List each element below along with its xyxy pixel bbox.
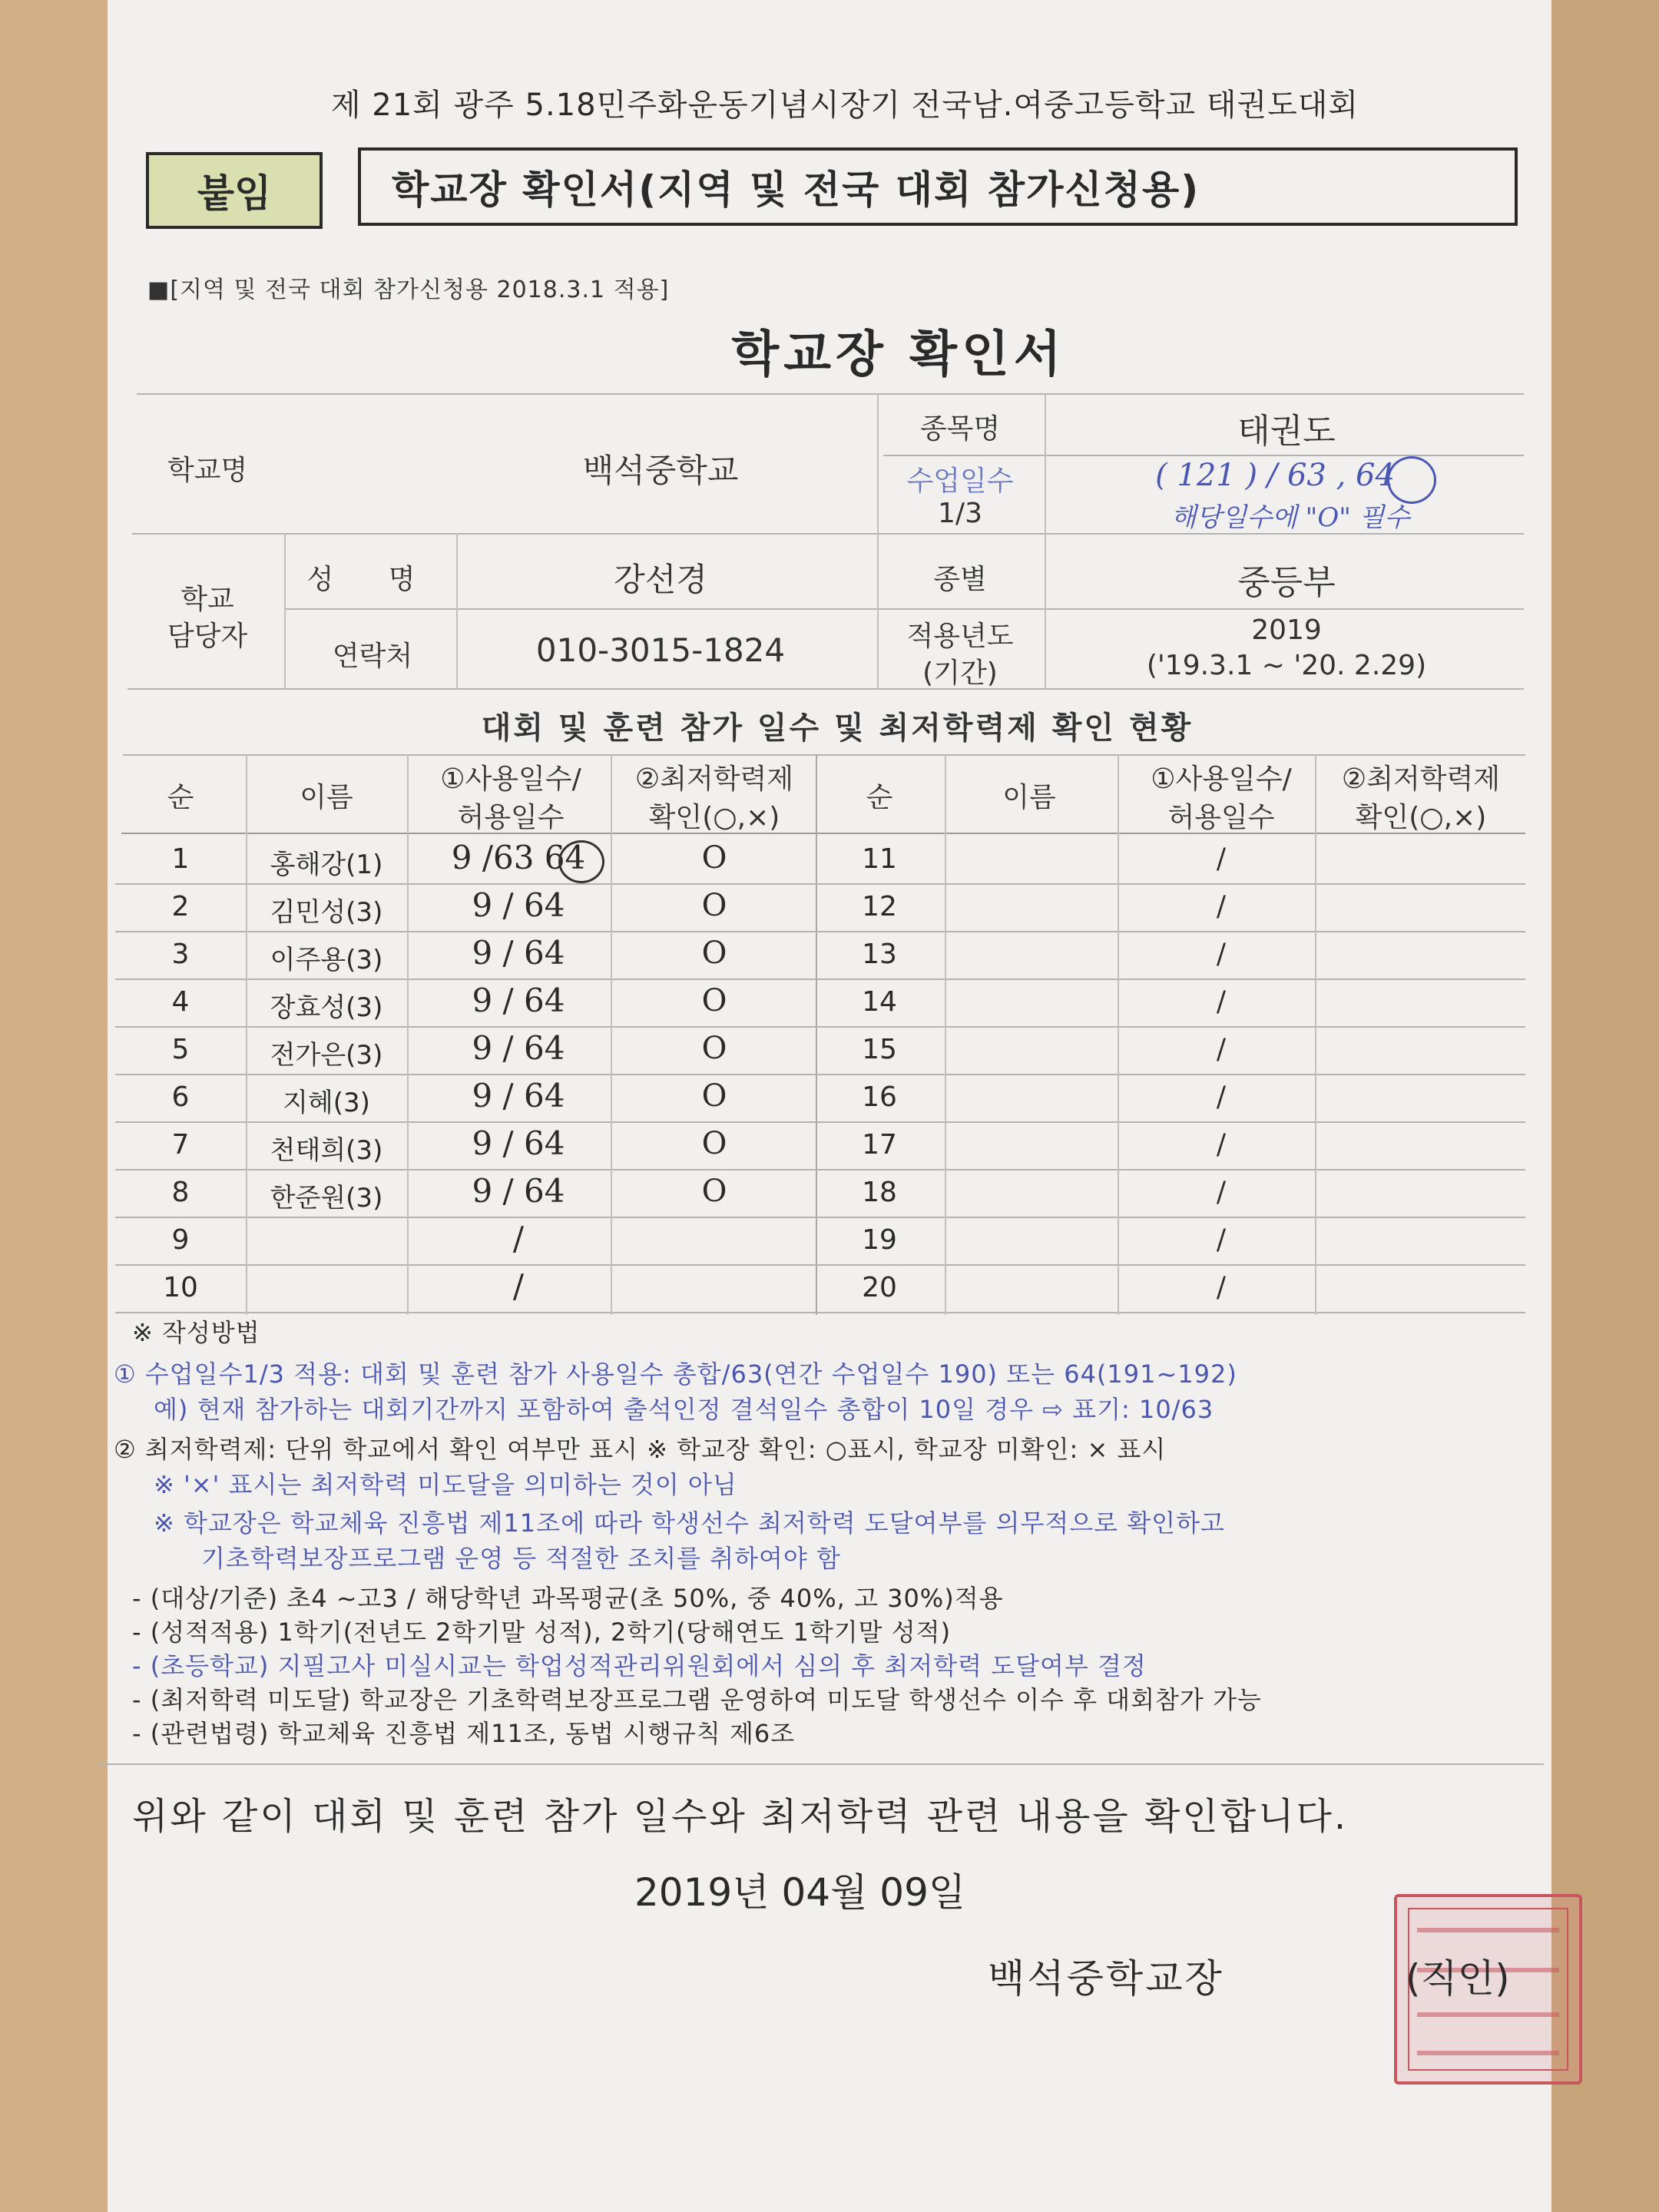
issue-date: 2019년 04월 09일 xyxy=(634,1870,966,1915)
col-header-academic: ②최저학력제 xyxy=(634,763,794,795)
form-title: 학교장 확인서(지역 및 전국 대회 참가신청용) xyxy=(358,147,1518,226)
row-no: 2 xyxy=(171,891,190,922)
table-row xyxy=(111,979,1532,1026)
row-no: 11 xyxy=(862,843,897,875)
sport-value: 태권도 xyxy=(1237,412,1336,451)
row-days: / xyxy=(1216,1177,1227,1208)
row-rule xyxy=(115,1312,1525,1313)
table-row xyxy=(111,1074,1532,1121)
contact-value: 010-3015-1824 xyxy=(535,631,786,669)
confirm-statement: 위와 같이 대회 및 훈련 참가 일수와 최저학력 관련 내용을 확인합니다. xyxy=(132,1795,1349,1838)
class-days-ratio: 1/3 xyxy=(938,498,982,529)
col-header-academic: ②최저학력제 xyxy=(1341,763,1501,795)
row-no: 8 xyxy=(171,1177,190,1208)
row-name: 장효성(3) xyxy=(270,992,383,1023)
row-no: 10 xyxy=(163,1272,198,1303)
note-bullet: - (관련법령) 학교체육 진흥법 제11조, 동법 시행규칙 제6조 xyxy=(132,1719,796,1748)
note-line: ② 최저학력제: 단위 학교에서 확인 여부만 표시 ※ 학교장 확인: ○표시, 학교장 미확인: × 표시 xyxy=(114,1435,1167,1464)
info-rule xyxy=(877,393,879,688)
seal-mark xyxy=(1417,2051,1559,2055)
row-days: / xyxy=(512,1220,525,1257)
col-header-academic: 확인(○,×) xyxy=(1355,802,1487,833)
row-name: 이주용(3) xyxy=(270,945,383,975)
row-check: O xyxy=(701,1078,727,1114)
col-header-no: 순 xyxy=(866,782,893,813)
row-no: 5 xyxy=(171,1034,190,1065)
note-bullet: - (최저학력 미도달) 학교장은 기초학력보장프로그램 운영하여 미도달 학생선수 이수 후 대회참가 가능 xyxy=(132,1685,1262,1714)
attachment-badge: 붙임 xyxy=(146,152,323,229)
period-label: (기간) xyxy=(922,657,998,689)
table-row xyxy=(111,1169,1532,1217)
name-label: 성 명 xyxy=(306,564,439,595)
row-check: O xyxy=(701,983,727,1018)
row-no: 16 xyxy=(862,1081,897,1113)
col-header-days: ①사용일수/ xyxy=(440,763,581,795)
row-no: 4 xyxy=(171,986,190,1018)
row-days: / xyxy=(1216,1034,1227,1065)
notes-heading: ※ 작성방법 xyxy=(132,1318,260,1347)
seal-mark xyxy=(1417,1928,1559,1932)
info-rule xyxy=(284,533,286,688)
category-label: 종별 xyxy=(933,564,987,595)
row-no: 7 xyxy=(171,1129,190,1161)
period-value: ('19.3.1 ~ '20. 2.29) xyxy=(1146,650,1427,681)
year-label: 적용년도 xyxy=(906,621,1014,652)
row-days: 9 / 64 xyxy=(472,1029,565,1067)
school-name: 백석중학교 xyxy=(582,452,739,489)
row-name: 김민성(3) xyxy=(270,897,383,928)
category-value: 중등부 xyxy=(1237,563,1336,602)
row-name: 홍해강(1) xyxy=(270,849,383,880)
row-no: 3 xyxy=(171,939,190,970)
col-rule xyxy=(1118,754,1119,1315)
manager-label: 학교 xyxy=(180,584,234,615)
event-title: 제 21회 광주 5.18민주화운동기념시장기 전국남.여중고등학교 태권도대회 xyxy=(330,88,1359,123)
col-header-days: ①사용일수/ xyxy=(1151,763,1292,795)
row-days: / xyxy=(512,1267,525,1305)
row-check: O xyxy=(701,840,727,876)
table-title: 대회 및 훈련 참가 일수 및 최저학력제 확인 현황 xyxy=(481,710,1194,746)
row-days: 9 / 64 xyxy=(472,1077,565,1114)
row-days: 9 / 64 xyxy=(472,1124,565,1162)
row-check: O xyxy=(701,935,727,971)
row-days: 9 /63 64 xyxy=(451,839,586,876)
col-rule xyxy=(1315,754,1316,1315)
note-line: ※ '×' 표시는 최저학력 미도달을 의미하는 것이 아님 xyxy=(154,1470,737,1499)
col-header-academic: 확인(○,×) xyxy=(648,802,780,833)
row-days: / xyxy=(1216,1081,1227,1113)
row-days: / xyxy=(1216,1224,1227,1256)
row-no: 17 xyxy=(862,1129,897,1161)
year-value: 2019 xyxy=(1251,614,1322,646)
class-days-value: ( 121 ) / 63 , 64 xyxy=(1155,458,1395,493)
col-header-no: 순 xyxy=(167,782,194,813)
col-rule xyxy=(407,754,409,1315)
row-days: 9 / 64 xyxy=(472,982,565,1019)
seal-label: (직인) xyxy=(1406,1956,1510,2001)
sport-label: 종목명 xyxy=(919,413,1001,445)
row-no: 1 xyxy=(171,843,190,875)
note-bullet: - (성적적용) 1학기(전년도 2학기말 성적), 2학기(당해연도 1학기말 성적) xyxy=(132,1618,952,1647)
contact-label: 연락처 xyxy=(332,641,413,672)
signer-name: 백석중학교장 xyxy=(988,1956,1224,2001)
row-no: 18 xyxy=(862,1177,897,1208)
col-rule xyxy=(246,754,247,1315)
name-value: 강선경 xyxy=(614,561,707,598)
apply-note: ■[지역 및 전국 대회 참가신청용 2018.3.1 적용] xyxy=(147,276,670,303)
desk-right xyxy=(1551,0,1659,2212)
note-line: 예) 현재 참가하는 대회기간까지 포함하여 출석인정 결석일수 총합이 10일 경우 ⇨ 표기: 10/63 xyxy=(154,1395,1214,1424)
table-row xyxy=(111,1026,1532,1074)
class-days-note: 해당일수에 "O" 필수 xyxy=(1171,502,1410,533)
col-header-days: 허용일수 xyxy=(457,802,565,833)
row-no: 9 xyxy=(171,1224,190,1256)
row-name: 천태희(3) xyxy=(270,1135,383,1166)
table-row xyxy=(111,883,1532,931)
row-no: 19 xyxy=(862,1224,897,1256)
info-rule xyxy=(284,608,1524,610)
row-no: 14 xyxy=(862,986,897,1018)
table-row xyxy=(111,1121,1532,1169)
table-row xyxy=(111,836,1532,883)
col-rule xyxy=(611,754,612,1315)
info-rule xyxy=(127,688,1524,690)
row-name: 전가은(3) xyxy=(270,1040,383,1071)
row-days: / xyxy=(1216,939,1227,970)
col-header-name: 이름 xyxy=(1002,782,1056,813)
note-bullet: - (대상/기준) 초4 ~고3 / 해당학년 과목평균(초 50%, 중 40%, 고 30%)적용 xyxy=(132,1584,1004,1613)
row-no: 13 xyxy=(862,939,897,970)
row-days: / xyxy=(1216,1272,1227,1303)
notes-rule xyxy=(98,1763,1544,1765)
info-rule xyxy=(1045,393,1046,688)
table-row xyxy=(111,1217,1532,1264)
manager-label: 담당자 xyxy=(167,621,248,652)
info-rule xyxy=(137,393,1524,395)
note-line: ① 수업일수1/3 적용: 대회 및 훈련 참가 사용일수 총합/63(연간 수업일수 190) 또는 64(191~192) xyxy=(114,1359,1237,1389)
row-check: O xyxy=(701,1174,727,1209)
table-row xyxy=(111,1264,1532,1312)
row-no: 6 xyxy=(171,1081,190,1113)
document-title: 학교장 확인서 xyxy=(731,326,1066,383)
row-days: 9 / 64 xyxy=(472,1172,565,1210)
info-rule xyxy=(456,533,458,688)
row-no: 20 xyxy=(862,1272,897,1303)
row-days: / xyxy=(1216,891,1227,922)
col-rule xyxy=(945,754,946,1315)
row-days: / xyxy=(1216,986,1227,1018)
class-days-label: 수업일수 xyxy=(906,465,1014,497)
row-name: 지혜(3) xyxy=(283,1088,370,1118)
circle-mark xyxy=(558,840,604,883)
row-check: O xyxy=(701,1126,727,1161)
note-line: 기초학력보장프로그램 운영 등 적절한 조치를 취하여야 함 xyxy=(201,1544,841,1573)
note-bullet: - (초등학교) 지필고사 미실시교는 학업성적관리위원회에서 심의 후 최저학력 도달여부 결정 xyxy=(132,1651,1147,1681)
row-name: 한준원(3) xyxy=(270,1183,383,1214)
row-days: / xyxy=(1216,843,1227,875)
row-check: O xyxy=(701,888,727,923)
row-days: 9 / 64 xyxy=(472,886,565,924)
row-days: 9 / 64 xyxy=(472,934,565,972)
row-no: 12 xyxy=(862,891,897,922)
desk-left xyxy=(0,0,108,2212)
seal-mark xyxy=(1417,2012,1559,2017)
note-line: ※ 학교장은 학교체육 진흥법 제11조에 따라 학생선수 최저학력 도달여부를 의무적으로 확인하고 xyxy=(154,1508,1225,1538)
col-header-days: 허용일수 xyxy=(1167,802,1275,833)
col-header-name: 이름 xyxy=(300,782,353,813)
table-row xyxy=(111,931,1532,979)
row-days: / xyxy=(1216,1129,1227,1161)
row-check: O xyxy=(701,1031,727,1066)
school-label: 학교명 xyxy=(167,455,248,486)
row-no: 15 xyxy=(862,1034,897,1065)
info-rule xyxy=(883,455,1524,456)
